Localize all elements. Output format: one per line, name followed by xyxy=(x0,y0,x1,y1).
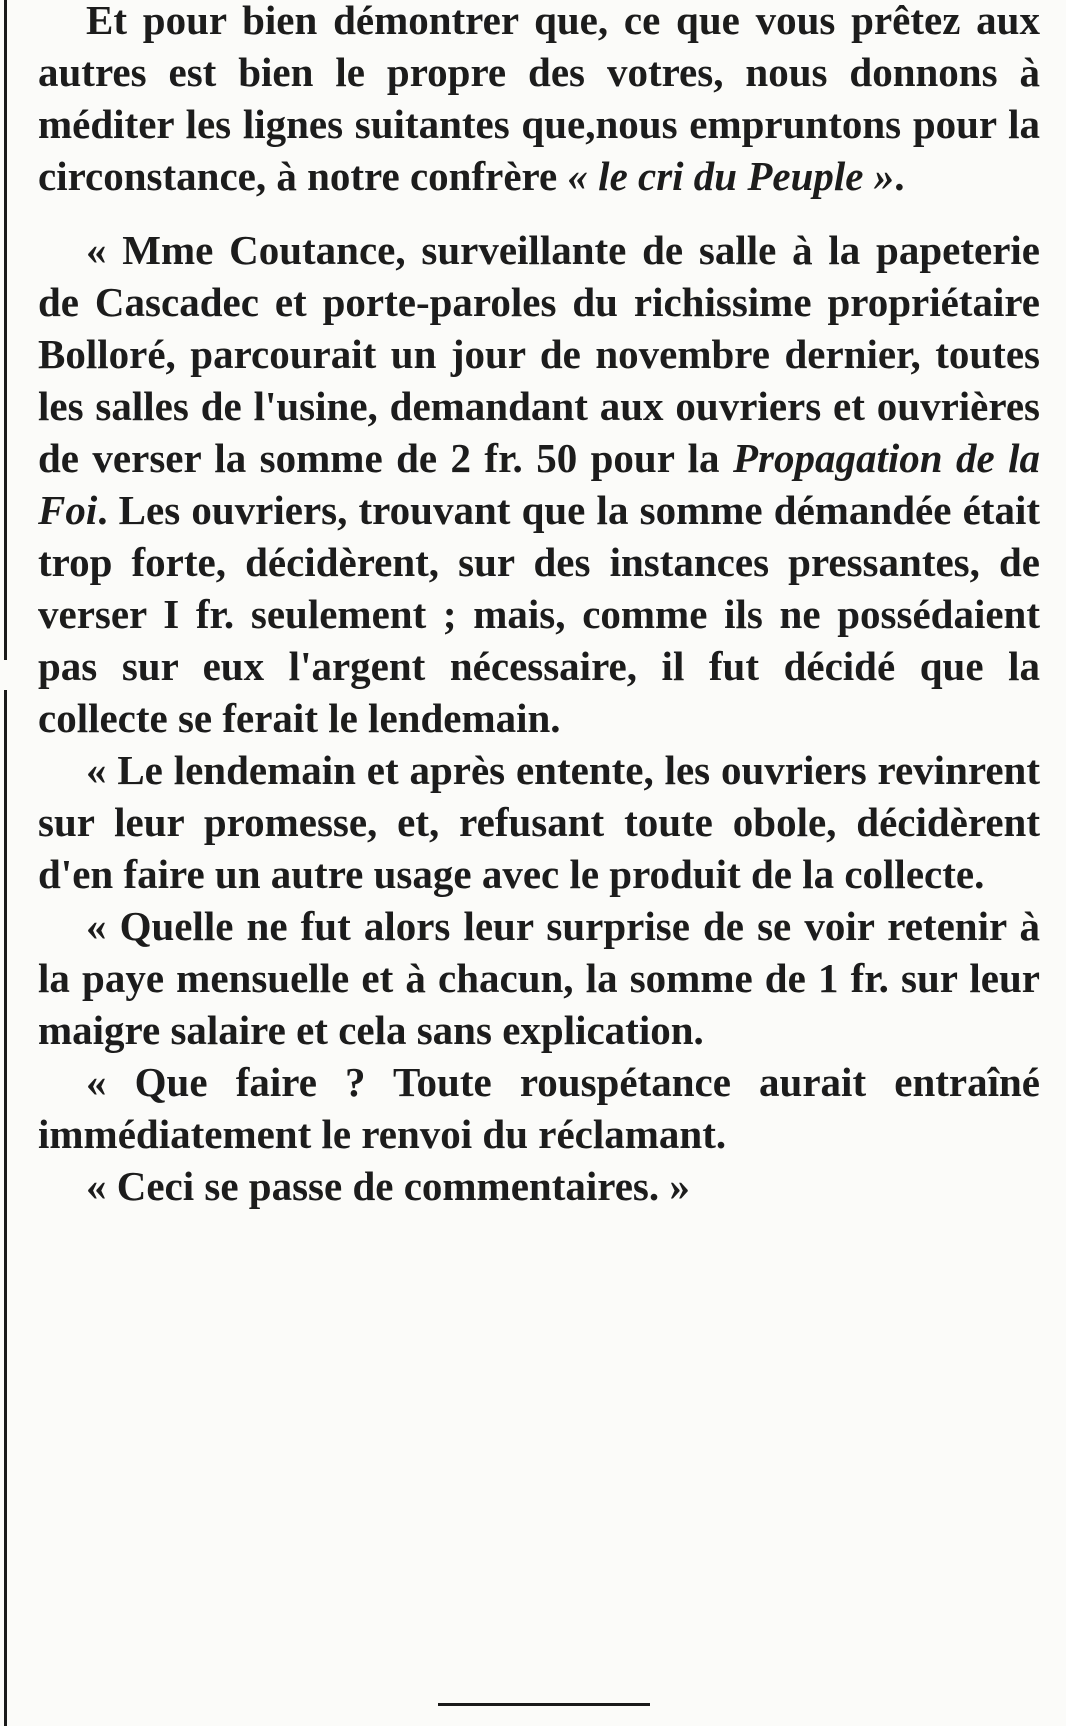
paragraph-intro xyxy=(38,0,1040,202)
article-column xyxy=(38,0,1040,1212)
intro-text: Et pour bien démontrer que, ce que vous prêtez aux autres est bien le propre des votres, nous donnons à méditer les lignes suitantes que,nous empruntons pour la circonstance, à notre confrère xyxy=(38,0,1040,199)
source-quote: « le cri du Peuple » xyxy=(567,153,895,199)
coutance-text-start: « Mme Coutance, surveillante de salle à la papeterie de Cascadec et porte-paroles du richissime propriétaire Bolloré, parcourait un jour de novembre dernier, toutes les salles de l'usine, demandant aux ouvriers et ouvrières de verser la somme de 2 fr. 50 pour la xyxy=(38,227,1040,481)
paragraph-coutance xyxy=(38,224,1040,744)
paragraph-que-faire: « Que faire ? Toute rouspétance aurait entraîné immédiatement le renvoi du réclamant. xyxy=(38,1059,1040,1157)
paragraph-lendemain: « Le lendemain et après entente, les ouvriers revinrent sur leur promesse, et, refusant toute obole, décidèrent d'en faire un autre usage avec le produit de la collecte. xyxy=(38,747,1040,897)
column-rule-lower xyxy=(4,690,7,1726)
intro-end: . xyxy=(894,153,905,199)
column-rule-upper xyxy=(4,0,7,660)
propagation-title: Propagation de la Foi xyxy=(38,435,1040,533)
paragraph-conclusion: « Ceci se passe de commentaires. » xyxy=(86,1163,690,1209)
paragraph-surprise: « Quelle ne fut alors leur surprise de se voir retenir à la paye mensuelle et à chacun, la somme de 1 fr. sur leur maigre salaire et cela sans explication. xyxy=(38,903,1040,1053)
article-separator xyxy=(438,1703,650,1706)
coutance-text-end: . Les ouvriers, trouvant que la somme démandée était trop forte, décidèrent, sur des instances pressantes, de verser I fr. seulement ; mais, comme ils ne possédaient pas sur eux l'argent nécessaire, il fut décidé que la collecte se ferait le lendemain. xyxy=(38,487,1040,741)
